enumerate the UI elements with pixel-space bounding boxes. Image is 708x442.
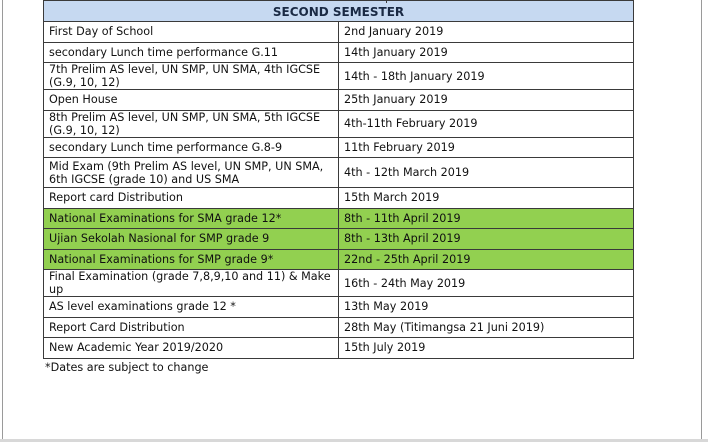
event-cell: Report card Distribution: [44, 188, 339, 209]
event-cell: First Day of School: [44, 22, 339, 43]
date-cell: 8th - 13th April 2019: [339, 229, 634, 250]
date-cell: 8th - 11th April 2019: [339, 208, 634, 229]
date-cell: 28th May (Titimangsa 21 Juni 2019): [339, 317, 634, 338]
date-cell: 15th March 2019: [339, 188, 634, 209]
event-cell: Ujian Sekolah Nasional for SMP grade 9: [44, 229, 339, 250]
table-row: [44, 270, 634, 297]
event-cell: National Examinations for SMP grade 9*: [44, 249, 339, 270]
event-cell: 7th Prelim AS level, UN SMP, UN SMA, 4th IGCSE (G.9, 10, 12): [44, 63, 339, 90]
table-row: [44, 63, 634, 90]
page-right-edge: [701, 0, 702, 442]
highlighted-table-row: [44, 229, 634, 250]
date-cell: 22nd - 25th April 2019: [339, 249, 634, 270]
event-cell: Open House: [44, 90, 339, 111]
semester-header: [44, 1, 634, 22]
event-cell: secondary Lunch time performance G.8-9: [44, 137, 339, 158]
highlighted-table-row: [44, 249, 634, 270]
event-cell: New Academic Year 2019/2020: [44, 338, 339, 359]
date-cell: 4th-11th February 2019: [339, 110, 634, 137]
event-cell: National Examinations for SMA grade 12*: [44, 208, 339, 229]
event-cell: Final Examination (grade 7,8,9,10 and 11) & Make up: [44, 270, 339, 297]
page-left-edge: [2, 0, 3, 442]
date-cell: 4th - 12th March 2019: [339, 158, 634, 188]
table-row: [44, 317, 634, 338]
semester-header-text: SECOND SEMESTER: [272, 4, 405, 19]
date-cell: 15th July 2019: [339, 338, 634, 359]
date-cell: 13th May 2019: [339, 297, 634, 318]
column-divider-tick: [386, 0, 387, 3]
event-cell: Report Card Distribution: [44, 317, 339, 338]
table-row: [44, 188, 634, 209]
date-cell: 16th - 24th May 2019: [339, 270, 634, 297]
date-cell: 14th - 18th January 2019: [339, 63, 634, 90]
second-semester-schedule-table: [43, 0, 634, 359]
table-row: [44, 42, 634, 63]
date-cell: 2nd January 2019: [339, 22, 634, 43]
date-cell: 14th January 2019: [339, 42, 634, 63]
table-row: [44, 22, 634, 43]
table-row: [44, 90, 634, 111]
event-cell: Mid Exam (9th Prelim AS level, UN SMP, UN SMA, 6th IGCSE (grade 10) and US SMA: [44, 158, 339, 188]
event-cell: AS level examinations grade 12 *: [44, 297, 339, 318]
date-cell: 25th January 2019: [339, 90, 634, 111]
table-row: [44, 338, 634, 359]
table-row: [44, 137, 634, 158]
table-row: [44, 297, 634, 318]
date-cell: 11th February 2019: [339, 137, 634, 158]
table-row: [44, 110, 634, 137]
table-row: [44, 158, 634, 188]
event-cell: 8th Prelim AS level, UN SMP, UN SMA, 5th IGCSE (G.9, 10, 12): [44, 110, 339, 137]
highlighted-table-row: [44, 208, 634, 229]
semester-header-row: [44, 1, 634, 22]
dates-footnote: *Dates are subject to change: [45, 361, 209, 374]
event-cell: secondary Lunch time performance G.11: [44, 42, 339, 63]
